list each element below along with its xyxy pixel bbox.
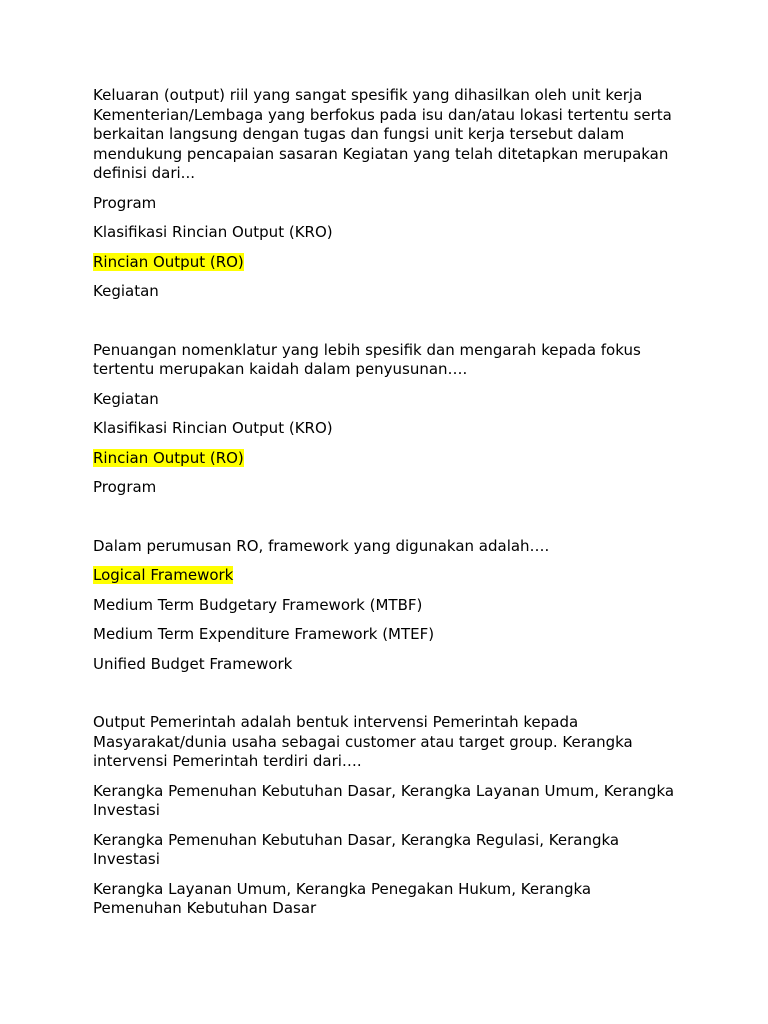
question-text: Dalam perumusan RO, framework yang digunakan adalah…. bbox=[93, 536, 550, 555]
answer-option-text: Medium Term Expenditure Framework (MTEF) bbox=[93, 625, 435, 643]
answer-option bbox=[93, 782, 683, 821]
answer-option-text: Kerangka Layanan Umum, Kerangka Penegakan Hukum, Kerangka Pemenuhan Kebutuhan Dasar bbox=[93, 879, 592, 917]
answer-option-text: Program bbox=[93, 193, 157, 212]
answer-option-highlighted bbox=[93, 566, 683, 586]
question-block-2 bbox=[93, 341, 683, 498]
answer-option-text: Klasifikasi Rincian Output (KRO) bbox=[93, 223, 333, 241]
question-block-4 bbox=[93, 713, 683, 919]
answer-option bbox=[93, 223, 683, 243]
document-page bbox=[93, 86, 683, 929]
answer-option bbox=[93, 625, 683, 645]
question-text: Keluaran (output) riil yang sangat spesifik yang dihasilkan oleh unit kerja Kementerian/Lembaga yang berfokus pada isu dan/atau lokasi tertentu serta berkaitan langsung dengan tugas dan fungsi unit kerja tersebut dalam mendukung pencapaian sasaran Kegiatan yang telah ditetapkan merupakan definisi dari... bbox=[93, 86, 672, 182]
question-text: Output Pemerintah adalah bentuk intervensi Pemerintah kepada Masyarakat/dunia usaha sebagai customer atau target group. Kerangka intervensi Pemerintah terdiri dari…. bbox=[93, 713, 633, 770]
answer-option-text: Klasifikasi Rincian Output (KRO) bbox=[93, 419, 333, 437]
answer-option bbox=[93, 596, 683, 616]
answer-option-text: Program bbox=[93, 478, 157, 496]
answer-option bbox=[93, 282, 683, 302]
answer-option bbox=[93, 478, 683, 498]
answer-option bbox=[93, 419, 683, 439]
answer-option bbox=[93, 194, 683, 214]
question-text: Penuangan nomenklatur yang lebih spesifik dan mengarah kepada fokus tertentu merupakan kaidah dalam penyusunan…. bbox=[93, 340, 641, 378]
paragraph-spacer bbox=[93, 508, 683, 537]
answer-option-text: Kegiatan bbox=[93, 282, 159, 300]
paragraph-spacer bbox=[93, 684, 683, 713]
question-block-3 bbox=[93, 537, 683, 675]
answer-option bbox=[93, 655, 683, 675]
answer-option-text: Kegiatan bbox=[93, 389, 159, 408]
paragraph-spacer bbox=[93, 312, 683, 341]
answer-option bbox=[93, 390, 683, 410]
highlighted-answer-text: Rincian Output (RO) bbox=[93, 448, 244, 467]
answer-option-text: Unified Budget Framework bbox=[93, 654, 293, 673]
highlighted-answer-text: Logical Framework bbox=[93, 566, 234, 584]
answer-option-text: Kerangka Pemenuhan Kebutuhan Dasar, Kerangka Regulasi, Kerangka Investasi bbox=[93, 830, 620, 868]
question-block-1 bbox=[93, 86, 683, 302]
answer-option bbox=[93, 831, 683, 870]
answer-option-highlighted bbox=[93, 253, 683, 273]
answer-option-text: Medium Term Budgetary Framework (MTBF) bbox=[93, 595, 423, 614]
highlighted-answer-text: Rincian Output (RO) bbox=[93, 252, 244, 271]
answer-option-text: Kerangka Pemenuhan Kebutuhan Dasar, Kerangka Layanan Umum, Kerangka Investasi bbox=[93, 781, 675, 819]
answer-option bbox=[93, 880, 683, 919]
answer-option-highlighted bbox=[93, 449, 683, 469]
